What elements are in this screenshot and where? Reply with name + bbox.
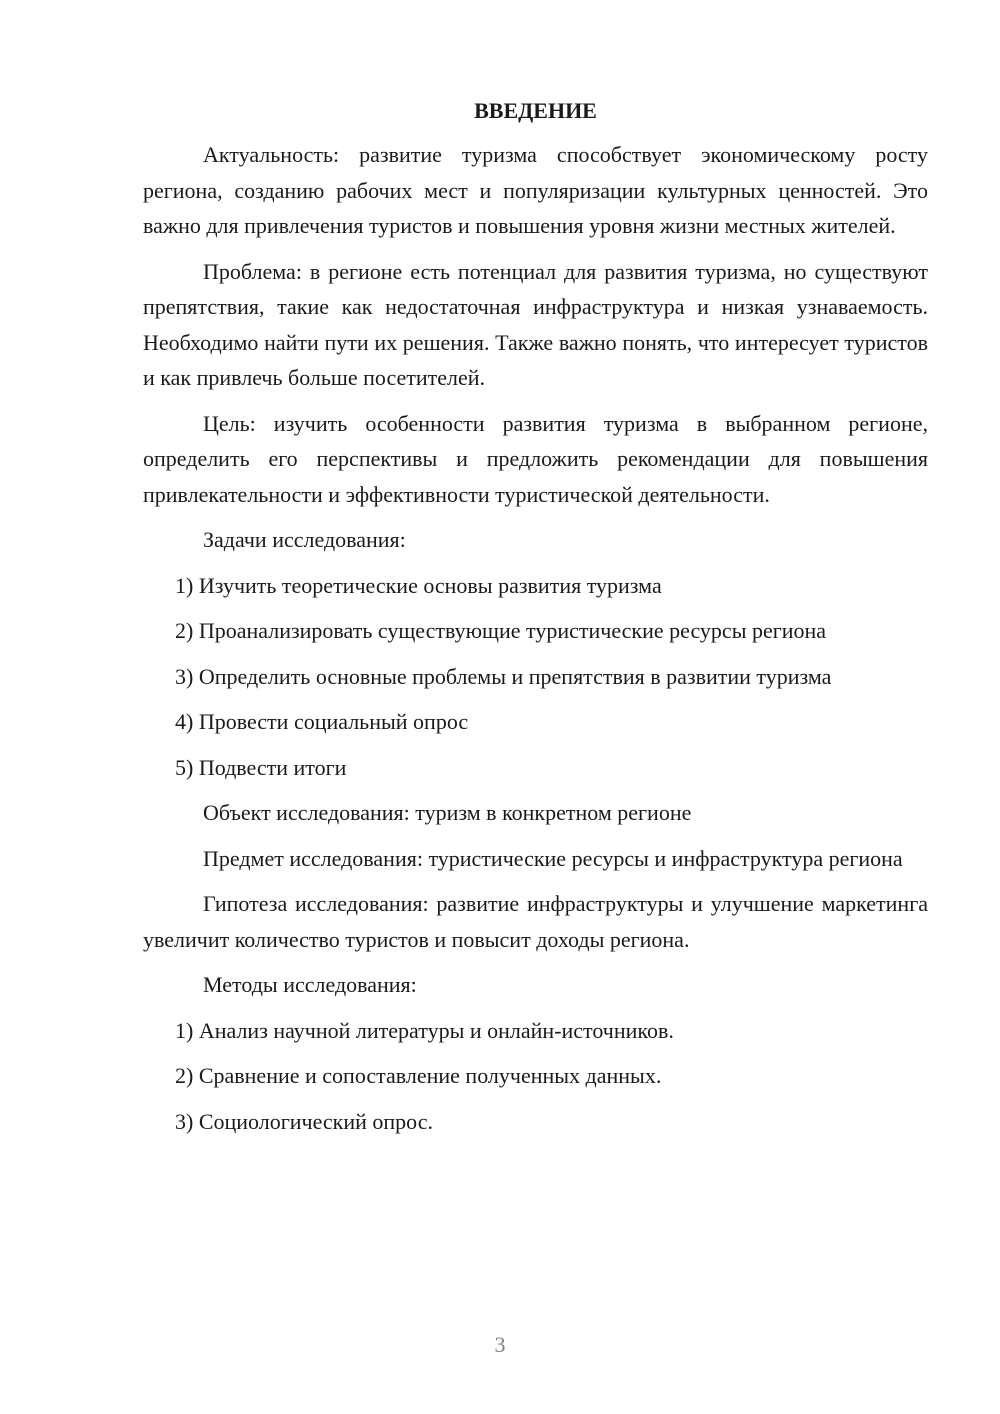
page-number: 3 [494, 1332, 506, 1357]
goal-paragraph: Цель: изучить особенности развития туризма в выбранном регионе, определить его перспективы и предложить рекомендации для повышения привлекательности и эффективности туристической деятельности. [143, 410, 928, 507]
method-item: 3) Социологический опрос. [175, 1108, 433, 1134]
section-title: ВВЕДЕНИЕ [474, 98, 597, 123]
subject-paragraph: Предмет исследования: туристические ресурсы и инфраструктура региона [203, 845, 903, 871]
page-content [143, 93, 928, 1149]
task-item: 2) Проанализировать существующие туристические ресурсы региона [175, 618, 827, 643]
task-item: 1) Изучить теоретические основы развития туризма [175, 572, 662, 598]
object-line: Объект исследования: туризм в конкретном регионе [203, 800, 692, 825]
methods-heading: Методы исследования: [203, 972, 417, 997]
method-item: 1) Анализ научной литературы и онлайн-источников. [175, 1017, 674, 1043]
task-item: 4) Провести социальный опрос [175, 709, 469, 734]
task-item: 5) Подвести итоги [175, 754, 347, 780]
tasks-heading: Задачи исследования: [203, 527, 406, 552]
relevance-paragraph: Актуальность: развитие туризма способствует экономическому росту региона, созданию рабочих мест и популяризации культурных ценностей. Это важно для привлечения туристов и повышения уровня жизни местных жителей. [143, 142, 928, 238]
method-item: 2) Сравнение и сопоставление полученных данных. [175, 1063, 662, 1088]
hypothesis-paragraph: Гипотеза исследования: развитие инфраструктуры и улучшение маркетинга увеличит количество туристов и повысит доходы региона. [143, 891, 928, 952]
problem-paragraph: Проблема: в регионе есть потенциал для развития туризма, но существуют препятствия, такие как недостаточная инфраструктура и низкая узнаваемость. Необходимо найти пути их решения. Также важно понять, что интересует туристов и как привлечь больше посетителей. [143, 258, 928, 390]
task-item: 3) Определить основные проблемы и препятствия в развитии туризма [175, 663, 832, 689]
